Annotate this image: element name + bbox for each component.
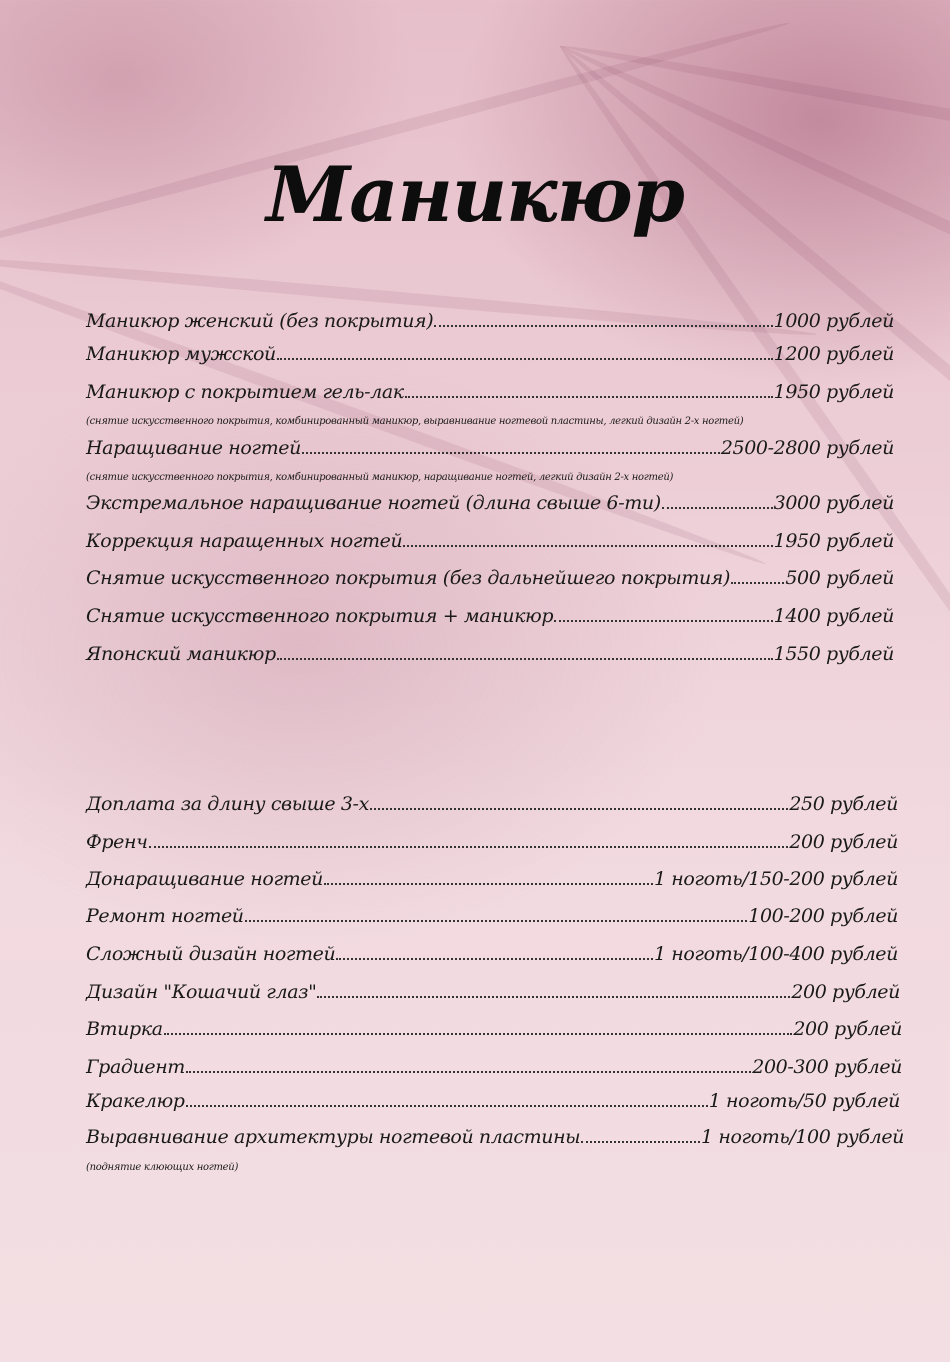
dot-leader [186, 1071, 751, 1073]
dot-leader [405, 396, 773, 398]
dot-leader [403, 545, 772, 547]
price-row [86, 793, 898, 815]
dot-leader [164, 1033, 793, 1035]
dot-leader [277, 658, 773, 660]
price-row [86, 437, 894, 459]
dot-leader [581, 1141, 700, 1143]
service-price: 1950 рублей [773, 530, 894, 552]
price-row [86, 831, 898, 853]
price-row [86, 605, 894, 627]
dot-leader [149, 846, 789, 848]
service-price: 1 ноготь/100 рублей [701, 1126, 904, 1148]
price-row [86, 492, 894, 514]
price-row [86, 1056, 902, 1078]
price-row [86, 1090, 900, 1112]
dot-leader [302, 452, 720, 454]
service-price: 200 рублей [789, 831, 898, 853]
service-price: 1 ноготь/100-400 рублей [653, 943, 898, 965]
price-row [86, 530, 894, 552]
service-name: Маникюр с покрытием гель-лак [86, 381, 404, 403]
price-row [86, 643, 894, 665]
dot-leader [336, 958, 653, 960]
price-row [86, 343, 894, 365]
dot-leader [186, 1105, 708, 1107]
price-row [86, 567, 894, 589]
price-row [86, 943, 898, 965]
service-name: Градиент [86, 1056, 185, 1078]
dot-leader [317, 996, 790, 998]
service-name: Маникюр мужской [86, 343, 276, 365]
service-name: Дизайн "Кошачий глаз" [86, 981, 317, 1003]
service-name: Сложный дизайн ногтей [86, 943, 336, 965]
service-price: 100-200 рублей [748, 905, 898, 927]
service-price: 200 рублей [791, 981, 900, 1003]
service-name: Выравнивание архитектуры ногтевой пластины [86, 1126, 581, 1148]
service-name: Снятие искусственного покрытия + маникюр [86, 605, 554, 627]
service-price: 1950 рублей [773, 381, 894, 403]
price-row [86, 310, 894, 332]
service-price: 1550 рублей [773, 643, 894, 665]
service-name: Коррекция наращенных ногтей [86, 530, 403, 552]
dot-leader [554, 620, 773, 622]
service-name: Японский маникюр [86, 643, 276, 665]
service-price: 2500-2800 рублей [720, 437, 894, 459]
service-price: 1 ноготь/150-200 рублей [653, 868, 898, 890]
service-price: 1200 рублей [773, 343, 894, 365]
service-price: 200-300 рублей [752, 1056, 902, 1078]
price-row [86, 981, 900, 1003]
service-price: 1 ноготь/50 рублей [708, 1090, 900, 1112]
service-price: 200 рублей [793, 1018, 902, 1040]
service-price: 1400 рублей [773, 605, 894, 627]
page-title: Маникюр [266, 150, 684, 239]
price-row [86, 1018, 902, 1040]
price-row [86, 868, 898, 890]
service-name: Френч [86, 831, 148, 853]
dot-leader [277, 358, 773, 360]
dot-leader [324, 883, 653, 885]
service-name: Маникюр женский (без покрытия) [86, 310, 434, 332]
service-name: Донаращивание ногтей [86, 868, 323, 890]
service-price: 500 рублей [785, 567, 894, 589]
dot-leader [434, 325, 772, 327]
dot-leader [370, 808, 788, 810]
service-name: Втирка [86, 1018, 163, 1040]
dot-leader [731, 582, 784, 584]
service-price: 1000 рублей [773, 310, 894, 332]
service-name: Кракелюр [86, 1090, 185, 1112]
service-name: Экстремальное наращивание ногтей (длина свыше 6-ти) [86, 492, 661, 514]
service-note: (снятие искусственного покрытия, комбинированный маникюр, наращивание ногтей, легкий дизайн 2-х ногтей) [86, 472, 674, 483]
service-note: (поднятие клюющих ногтей) [86, 1162, 239, 1173]
price-row [86, 381, 894, 403]
service-name: Ремонт ногтей [86, 905, 244, 927]
dot-leader [662, 507, 773, 509]
service-price: 3000 рублей [773, 492, 894, 514]
service-name: Доплата за длину свыше 3-х [86, 793, 369, 815]
service-name: Снятие искусственного покрытия (без дальнейшего покрытия) [86, 567, 730, 589]
service-name: Наращивание ногтей [86, 437, 301, 459]
price-row [86, 1126, 904, 1148]
dot-leader [245, 920, 748, 922]
price-row [86, 905, 898, 927]
service-note: (снятие искусственного покрытия, комбинированный маникюр, выравнивание ногтевой пластины, легкий дизайн 2-х ногтей) [86, 416, 744, 427]
service-price: 250 рублей [789, 793, 898, 815]
